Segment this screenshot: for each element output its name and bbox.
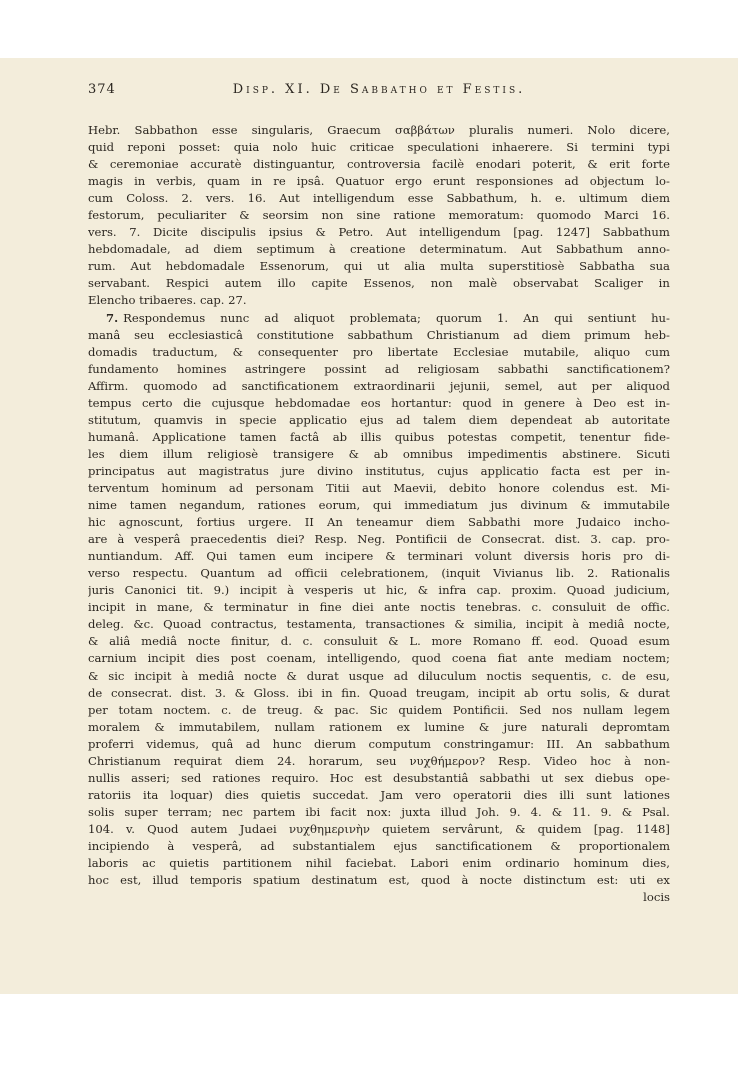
line-text: proferri videmus, quâ ad hunc dierum computum constringamur: III. An sabbathum (88, 736, 670, 751)
line-text: vers. 7. Dicite discipulis ipsius & Petro. Aut intelligendum [pag. 1247] Sabbathum (88, 225, 670, 240)
line-text: Christianum requirat diem 24. horarum, seu νυχθήμερον? Resp. Video hoc à non- (88, 753, 670, 768)
line-text: Affirm. quomodo ad sanctificationem extraordinarii jejunii, semel, aut per aliquod (88, 378, 670, 393)
line-text: hebdomadale, ad diem septimum à creatione determinatum. Aut Sabbathum anno- (88, 242, 670, 257)
text-line (88, 344, 670, 361)
running-title: Disp. XI. De Sabbatho et Festis. (232, 82, 526, 97)
line-text: incipiendo à vesperâ, ad substantialem ejus sanctificationem & proportionalem (88, 838, 670, 853)
text-line (88, 395, 670, 412)
line-text: quid reponi posset: quia nolo huic criticae speculationi inhaerere. Si termini typi (88, 140, 670, 155)
page-header (88, 82, 670, 102)
line-text: terventum hominum ad personam Titii aut Maevii, debito honore colendus est. Mi- (88, 480, 670, 495)
text-line (88, 173, 670, 190)
line-text: festorum, peculiariter & seorsim non sine ratione memoratum: quomodo Marci 16. (88, 208, 670, 223)
line-text: manâ seu ecclesiasticâ constitutione sabbathum Christianum ad diem primum heb- (88, 327, 670, 342)
line-text: are à vesperâ praecedentis diei? Resp. Neg. Pontificii de Consecrat. dist. 3. cap. pro- (88, 532, 670, 547)
line-text: rum. Aut hebdomadale Essenorum, qui ut alia multa superstitiosè Sabbatha sua (88, 259, 670, 274)
line-text: cum Coloss. 2. vers. 16. Aut intelligendum esse Sabbathum, h. e. ultimum diem (88, 191, 670, 206)
text-line (88, 446, 670, 463)
text-line (88, 702, 670, 719)
text-line (88, 787, 670, 804)
line-text: de consecrat. dist. 3. & Gloss. ibi in fin. Quoad treugam, incipit ab ortu solis, & durat (88, 685, 670, 700)
text-line (88, 855, 670, 872)
text-line (88, 633, 670, 650)
line-text: deleg. &c. Quoad contractus, testamenta, transactiones & similia, incipit à mediâ nocte, (88, 617, 670, 632)
line-text: ratoriis ita loquar) dies quietis succedat. Jam vero operatorii dies illi sunt lationes (88, 787, 670, 802)
text-line (88, 480, 670, 497)
line-text: hic agnoscunt, fortius urgere. II An teneamur diem Sabbathi more Judaico incho- (88, 515, 670, 530)
line-text: & ceremoniae accuratè distinguantur, controversia facilè enodari poterit, & erit forte (88, 157, 670, 172)
text-line (88, 821, 670, 838)
line-text: per totam noctem. c. de treug. & pac. Sic quidem Pontificii. Sed nos nullam legem (88, 702, 670, 717)
text-line (88, 531, 670, 548)
text-line (88, 429, 670, 446)
text-line (88, 292, 670, 309)
text-line (88, 241, 670, 258)
text-line (88, 616, 670, 633)
line-text: locis (643, 890, 670, 905)
text-line (88, 872, 670, 889)
text-line (88, 565, 670, 582)
line-text: carnium incipit dies post coenam, intelligendo, quod coena fiat ante mediam noctem; (88, 651, 670, 666)
text-line (88, 327, 670, 344)
line-text: principatus aut magistratus jure divino institutus, cujus applicatio facta est per in- (88, 463, 670, 478)
text-line (88, 889, 670, 906)
text-line (88, 685, 670, 702)
line-text: servabant. Respici autem illo capite Essenos, non malè observabat Scaliger in (88, 276, 670, 291)
line-text: laboris ac quietis partitionem nihil faciebat. Labori enim ordinario hominum dies, (88, 856, 670, 871)
line-text: solis super terram; nec partem ibi facit nox: juxta illud Joh. 9. 4. & 11. 9. & Psal. (88, 804, 670, 819)
line-text: Respondemus nunc ad aliquot problemata; quorum 1. An qui sentiunt hu- (123, 310, 670, 325)
text-line (88, 139, 670, 156)
line-text: domadis traductum, & consequenter pro libertate Ecclesiae mutabile, aliquo cum (88, 344, 670, 359)
line-text: stitutum, quamvis in specie applicatio ejus ad talem diem dependeat ab autoritate (88, 412, 670, 427)
line-text: magis in verbis, quam in re ipsâ. Quatuor ergo erunt responsiones ad objectum lo- (88, 174, 670, 189)
text-line (88, 463, 670, 480)
text-line (88, 275, 670, 292)
text-line (88, 361, 670, 378)
line-text: humanâ. Applicatione tamen factâ ab illis quibus potestas competit, tenentur fide- (88, 429, 670, 444)
line-text: nuntiandum. Aff. Qui tamen eum incipere & terminari volunt diversis horis pro di- (88, 549, 670, 564)
text-line (88, 310, 670, 327)
text-line (88, 412, 670, 429)
line-text: les diem illum religiosè transigere & ab omnibus impedimentis abstinere. Sicuti (88, 446, 670, 461)
line-text: incipit in mane, & terminatur in fine diei ante noctis tenebras. c. consuluit de offic. (88, 600, 670, 615)
line-text: Elencho tribaeres. cap. 27. (88, 293, 247, 308)
book-page (0, 58, 738, 994)
line-text: & sic incipit à mediâ nocte & durat usque ad diluculum noctis sequentis, c. de esu, (88, 668, 670, 683)
line-text: nullis asseri; sed rationes requiro. Hoc est desubstantiâ sabbathi ut sex diebus ope- (88, 770, 670, 785)
line-text: moralem & immutabilem, nullam rationem ex lumine & jure naturali depromtam (88, 719, 670, 734)
text-line (88, 378, 670, 395)
text-line (88, 190, 670, 207)
text-line (88, 514, 670, 531)
text-line (88, 668, 670, 685)
line-text: tempus certo die cujusque hebdomadae eos hortantur: quod in genere à Deo est in- (88, 395, 670, 410)
body-text (88, 122, 670, 906)
text-line (88, 122, 670, 139)
text-line (88, 650, 670, 667)
paragraph-number: 7. (106, 310, 119, 325)
text-line (88, 753, 670, 770)
line-text: 104. v. Quod autem Judaei νυχθημερινὴν quietem servârunt, & quidem [pag. 1148] (88, 821, 670, 836)
text-line (88, 258, 670, 275)
line-text: juris Canonici tit. 9.) incipit à vesperis ut hic, & infra cap. proxim. Quoad judicium, (88, 583, 670, 598)
text-line (88, 497, 670, 514)
text-line (88, 838, 670, 855)
text-line (88, 582, 670, 599)
line-text: verso respectu. Quantum ad officii celebrationem, (inquit Vivianus lib. 2. Rationalis (88, 566, 670, 581)
line-text: fundamento homines astringere possint ad religiosam sabbathi sanctificationem? (88, 361, 670, 376)
text-line (88, 770, 670, 787)
line-text: & aliâ mediâ nocte finitur, d. c. consuluit & L. more Romano ff. eod. Quoad esum (88, 634, 670, 649)
line-text: Hebr. Sabbathon esse singularis, Graecum σαββάτων pluralis numeri. Nolo dicere, (88, 123, 670, 137)
text-line (88, 719, 670, 736)
text-line (88, 804, 670, 821)
text-line (88, 548, 670, 565)
page-number: 374 (88, 82, 116, 97)
text-line (88, 599, 670, 616)
text-line (88, 156, 670, 173)
line-text: hoc est, illud temporis spatium destinatum est, quod à nocte distinctum est: uti ex (88, 873, 670, 888)
text-line (88, 736, 670, 753)
text-line (88, 207, 670, 224)
text-line (88, 224, 670, 241)
line-text: nime tamen negandum, rationes eorum, qui immediatum jus divinum & immutabile (88, 498, 670, 513)
